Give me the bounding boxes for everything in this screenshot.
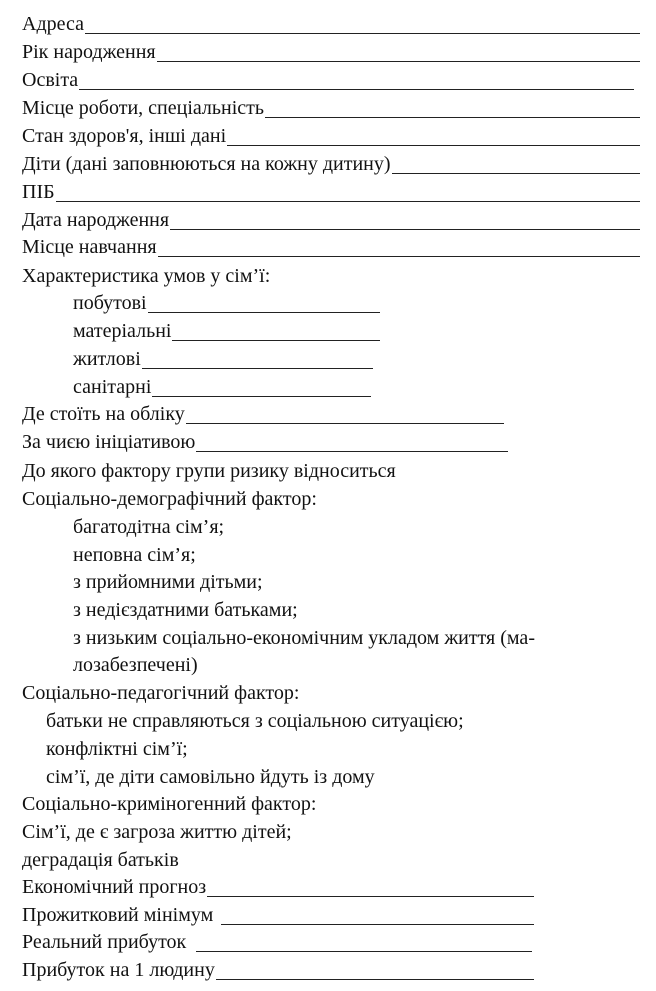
birth-date-field[interactable] [170, 229, 640, 230]
list-item-text: сім’ї, де діти самовільно йдуть із дому [46, 766, 375, 788]
socio-criminogenic-label: Соціально-криміногенний фактор: [22, 793, 317, 815]
family-conditions-label: Характеристика умов у сім’ї: [22, 265, 271, 287]
education-line [22, 68, 634, 95]
economic-forecast-line [22, 875, 534, 902]
subsistence-minimum-field[interactable] [221, 924, 534, 925]
study-place-field[interactable] [158, 256, 640, 257]
initiative-field[interactable] [196, 451, 508, 452]
address-line [22, 12, 640, 39]
registration-label: Де стоїть на обліку [22, 403, 185, 425]
list-item-low-income [73, 625, 535, 652]
list-item-text: з низьким соціально-економічним укладом життя (ма- [73, 627, 535, 649]
initiative-label: За чиєю ініціативою [22, 431, 196, 453]
birth-date-label: Дата народження [22, 209, 170, 231]
birth-year-line [22, 40, 640, 67]
education-label: Освіта [22, 69, 79, 91]
registration-field[interactable] [186, 423, 504, 424]
workplace-label: Місце роботи, спеціальність [22, 97, 265, 119]
housing-conditions-field[interactable] [142, 368, 373, 369]
list-item-parents-cannot-cope [46, 708, 464, 735]
list-item-text: з прийомними дітьми; [73, 571, 263, 593]
subsistence-minimum-line [22, 903, 534, 930]
full-name-line [22, 180, 640, 207]
economic-forecast-label: Економічний прогноз [22, 876, 207, 898]
living-conditions-label: побутові [73, 292, 147, 314]
socio-demographic-heading [22, 486, 317, 513]
real-income-field[interactable] [196, 951, 532, 952]
list-item-text: конфліктні сім’ї; [46, 738, 188, 760]
living-conditions-field[interactable] [148, 312, 380, 313]
children-line [22, 152, 640, 179]
list-item-text: з недієздатними батьками; [73, 599, 298, 621]
housing-conditions-label: житлові [73, 348, 141, 370]
housing-conditions-line [73, 347, 373, 374]
list-item-large-family [73, 514, 224, 541]
birth-date-line [22, 208, 640, 235]
health-field[interactable] [227, 145, 640, 146]
list-item-parent-degradation [22, 847, 179, 874]
family-conditions-heading [22, 263, 270, 290]
study-place-line [22, 235, 640, 262]
health-line [22, 124, 640, 151]
list-item-runaway-children [46, 764, 375, 791]
workplace-line [22, 96, 640, 123]
sanitary-conditions-field[interactable] [152, 396, 371, 397]
list-item-low-income-continued [73, 652, 198, 679]
initiative-line [22, 430, 508, 457]
list-item-conflict-families [46, 736, 188, 763]
full-name-field[interactable] [56, 201, 640, 202]
real-income-line [22, 930, 532, 957]
list-item-incapable-parents [73, 597, 298, 624]
study-place-label: Місце навчання [22, 236, 157, 258]
education-field[interactable] [79, 89, 634, 90]
per-capita-income-line [22, 958, 534, 985]
socio-pedagogical-heading [22, 680, 299, 707]
economic-forecast-field[interactable] [207, 896, 534, 897]
children-field[interactable] [392, 173, 640, 174]
risk-group-label: До якого фактору групи ризику відноситься [22, 460, 396, 482]
socio-pedagogical-label: Соціально-педагогічний фактор: [22, 682, 300, 704]
material-conditions-line [73, 319, 380, 346]
children-label: Діти (дані заповнюються на кожну дитину) [22, 153, 391, 175]
per-capita-income-field[interactable] [216, 979, 534, 980]
list-item-text: Сім’ї, де є загроза життю дітей; [22, 821, 292, 843]
list-item-text: багатодітна сім’я; [73, 516, 225, 538]
health-label: Стан здоров'я, інші дані [22, 125, 227, 147]
socio-criminogenic-heading [22, 791, 316, 818]
list-item-text: батьки не справляються з соціальною ситуацією; [46, 710, 464, 732]
list-item-threat-to-life [22, 819, 292, 846]
address-field[interactable] [85, 33, 640, 34]
living-conditions-line [73, 291, 380, 318]
list-item-text: лозабезпечені) [73, 654, 198, 676]
list-item-text: деградація батьків [22, 849, 179, 871]
birth-year-field[interactable] [157, 61, 640, 62]
real-income-label: Реальний прибуток [22, 931, 187, 953]
sanitary-conditions-line [73, 375, 371, 402]
full-name-label: ПІБ [22, 181, 55, 203]
registration-line [22, 402, 504, 429]
list-item-text: неповна сім’я; [73, 544, 196, 566]
list-item-single-parent [73, 542, 196, 569]
birth-year-label: Рік народження [22, 41, 156, 63]
sanitary-conditions-label: санітарні [73, 376, 152, 398]
socio-demographic-label: Соціально-демографічний фактор: [22, 488, 317, 510]
per-capita-income-label: Прибуток на 1 людину [22, 959, 215, 981]
workplace-field[interactable] [265, 117, 640, 118]
address-label: Адреса [22, 13, 84, 35]
material-conditions-label: матеріальні [73, 320, 172, 342]
risk-group-heading [22, 458, 396, 485]
subsistence-minimum-label: Прожитковий мінімум [22, 904, 214, 926]
material-conditions-field[interactable] [172, 340, 380, 341]
list-item-foster-children [73, 569, 263, 596]
